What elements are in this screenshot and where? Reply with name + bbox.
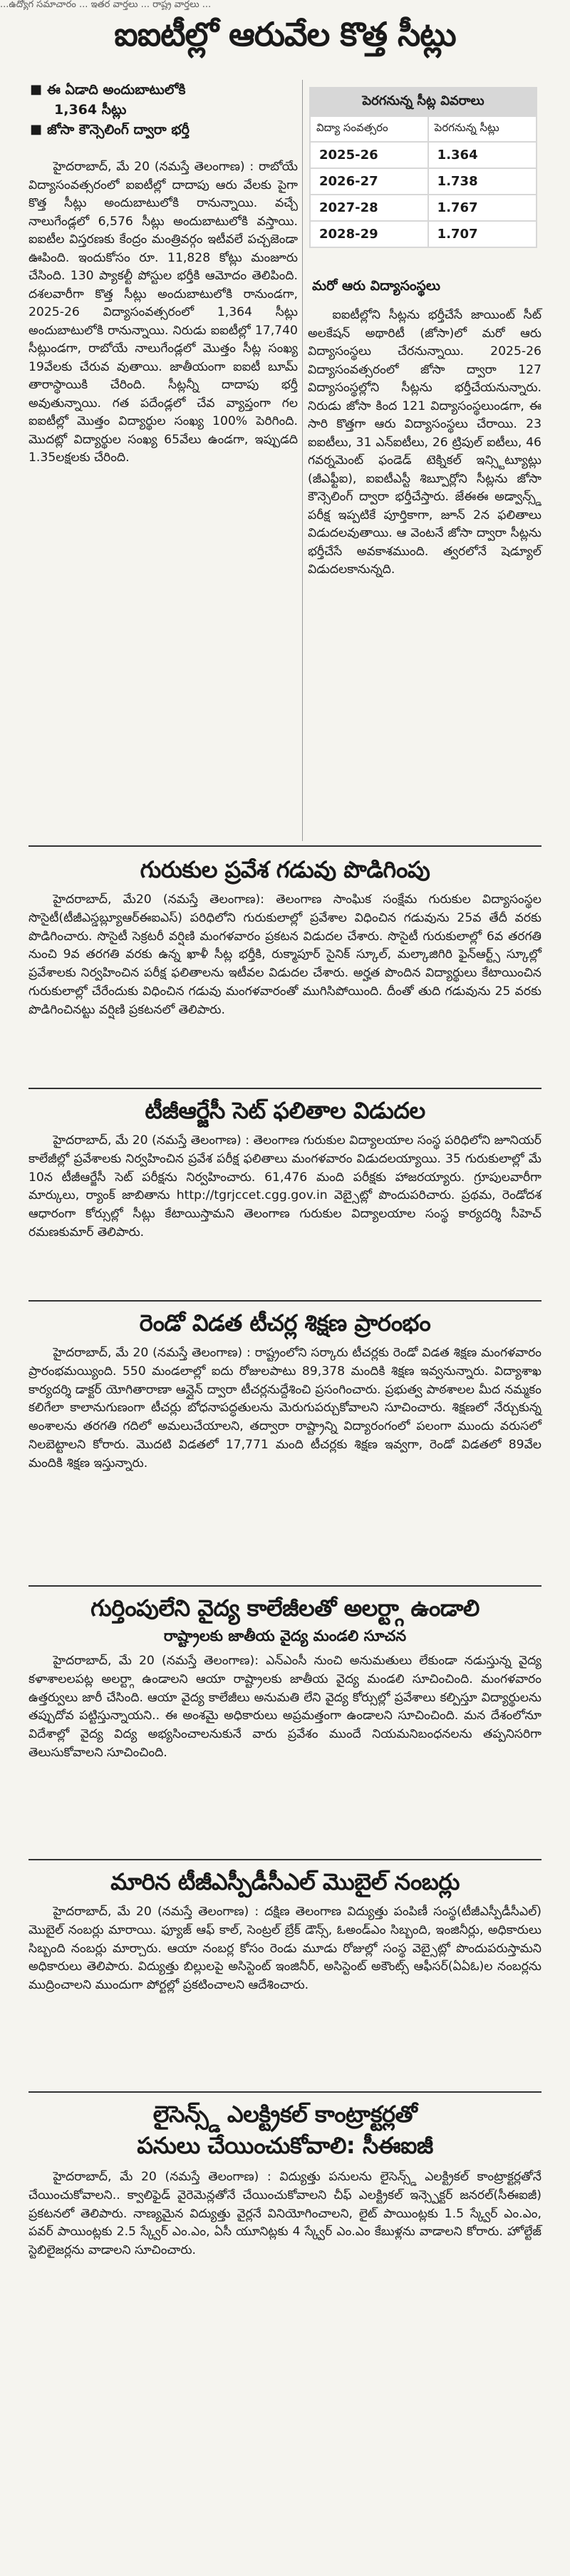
main-headline: ఐఐటీల్లో ఆరువేల కొత్త సీట్లు xyxy=(114,15,456,53)
bullet-seats-line1: ఈ ఏడాది అందుబాటులోకి xyxy=(47,82,186,98)
main-col2-subhead: మరో ఆరు విద్యాసంస్థలు xyxy=(312,278,440,294)
divider xyxy=(28,2091,542,2093)
article-body xyxy=(28,1652,542,1763)
article-headline: రెండో విడత టీచర్ల శిక్షణ ప్రారంభం xyxy=(139,1309,431,1336)
bullet-seats xyxy=(28,80,299,120)
table-row xyxy=(310,142,537,168)
seats-table xyxy=(309,87,537,248)
table-cell-year: 2027-28 xyxy=(310,195,428,221)
article-headline: టీజీఆర్జేసీ సెట్ ఫలితాల విడుదల xyxy=(145,1097,425,1124)
article-text: హైదరాబాద్, మే 20 (నమస్తే తెలంగాణ) : తెలంగాణ గురుకుల విద్యాలయాల సంస్థ పరిధిలోని జూనియర్ కాలేజీల్లో ప్రవేశాలకు నిర్వహించిన ప్రవేశ పరీక్ష ఫలితాలు మంగళవారం విడుదలయ్యాయి. 35 గురుకులాల్లో మే 10న టీజీఆర్జేసీ సెట్ పరీక్షను నిర్వహించారు. 61,476 మంది పరీక్షకు హాజరయ్యారు. గ్రూపులవారీగా మార్కులు, ర్యాంక్ జాబితాను http://tgrjccet.cgg.gov.in వెబ్సైట్లో పొందుపరిచారు. ప్రథమ, రెండోదశ ఆధారంగా కోర్సుల్లో సీట్లు కేటాయిస్తామని తెలంగాణ గురుకుల విద్యాలయాల సంస్థ కార్యదర్శి సీహెచ్ రమణకుమార్ తెలిపారు. xyxy=(28,1133,542,1240)
article-headline-line2: పనులు చేయించుకోవాలి: సీఈఐజీ xyxy=(137,2132,433,2159)
seats-table-caption: పెరగనున్న సీట్ల వివరాలు xyxy=(362,93,484,108)
article-text: హైదరాబాద్, మే 20 (నమస్తే తెలంగాణ) : రాష్ట్రంలోని సర్కారు టీచర్లకు రెండో విడత శిక్షణ మంగళవారం ప్రారంభమయ్యింది. 550 మండలాల్లో ఐదు రోజులపాటు 89,378 మందికి శిక్షణ ఇవ్వనున్నారు. విద్యాశాఖ కార్యదర్శి డాక్టర్ యోగితారాణా ఆన్లైన్ ద్వారా టీచర్లనుద్దేశించి ప్రసంగించారు. ప్రభుత్వ పాఠశాలల మీద నమ్మకం కలిగేలా కాలానుగుణంగా టీచర్లు బోధనాపద్ధతులను మెరుగుపర్చుకోవాలని సూచించారు. శిక్షణలో నేర్చుకున్న అంశాలను తరగతి గదిలో అమలుచేయాలని, తద్వారా రాష్ట్రాన్ని విద్యారంగంలో పలంగా ముందు వరుసలో నిలబెట్టాలని కోరారు. మొదటి విడతలో 17,771 మంది టీచర్లకు శిక్షణ ఇవ్వగా, రెండో విడతలో 89వేల మందికి శిక్షణ ఇస్తున్నారు. xyxy=(28,1346,542,1470)
table-row xyxy=(310,221,537,247)
divider xyxy=(28,1088,542,1089)
divider xyxy=(28,1585,542,1587)
article-body xyxy=(28,1132,542,1242)
main-bullets xyxy=(28,80,299,140)
article-headline: గుర్తింపులేని వైద్య కాలేజీలతో అలర్ట్గా ఉండాలి xyxy=(90,1594,480,1622)
table-row xyxy=(310,195,537,221)
divider xyxy=(28,1859,542,1860)
bullet-josaa: ■ జోసా కౌన్సెలింగ్ ద్వారా భర్తీ xyxy=(28,120,299,140)
article-body xyxy=(28,1903,542,1995)
table-cell-seats: 1.707 xyxy=(428,221,537,247)
article-headline: లైసెన్స్డ్ ఎలక్ట్రికల్ కాంట్రాక్టర్లతో xyxy=(152,2101,418,2128)
article-text: హైదరాబాద్, మే 20 (నమస్తే తెలంగాణ) : దక్షిణ తెలంగాణ విద్యుత్తు పంపిణీ సంస్థ(టీజీఎస్పీడీసీఎల్) మొబైల్ నంబర్లు మారాయి. ఫ్యూజ్ ఆఫ్ కాల్, సెంట్రల్ బ్రేక్ డౌన్స్, ఓఅండ్ఎం సిబ్బంది, ఇంజినీర్లు, అధికారులు సిబ్బంది నంబర్లు మార్చారు. ఆయా నంబర్ల కోసం రెండు మూడు రోజుల్లో సంస్థ వెబ్సైట్లో పొందుపరుస్తామని అధికారులు తెలిపారు. విద్యుత్తు బిల్లులపై అసిస్టెంట్ ఇంజినీర్, అసిస్టెంట్ అకౌంట్స్ ఆఫీసర్(ఏఏఓ)ల నంబర్లను ముద్రించాలని ముందుగా పోర్టల్లో ప్రకటించాలని ఆదేశించారు. xyxy=(28,1905,542,1993)
bullet-seats-line2: 1,364 సీట్లు xyxy=(54,102,127,118)
top-cut-text: ...ఉద్యోగ సమాచారం ... ఇతర వార్తలు ... రాష్ట్ర వార్తలు ... xyxy=(0,0,212,10)
article-headline: మారిన టీజీఎస్పీడీసీఎల్ మొబైల్ నంబర్లు xyxy=(110,1868,460,1895)
article-subheadline: రాష్ట్రాలకు జాతీయ వైద్య మండలి సూచన xyxy=(163,1627,407,1644)
main-col2 xyxy=(308,306,542,579)
column-divider xyxy=(302,80,303,841)
table-cell-seats: 1.738 xyxy=(428,168,537,195)
table-cell-seats: 1.767 xyxy=(428,195,537,221)
table-cell-year: 2026-27 xyxy=(310,168,428,195)
table-cell-seats: 1.364 xyxy=(428,142,537,168)
table-cell-year: 2025-26 xyxy=(310,142,428,168)
main-col1-text: హైదరాబాద్, మే 20 (నమస్తే తెలంగాణ) : రాబోయే విద్యాసంవత్సరంలో ఐఐటీల్లో దాదాపు ఆరు వేలకు పైగా కొత్త సీట్లు అందుబాటులోకి రానున్నాయి. వచ్చే నాలుగేండ్లలో 6,576 సీట్లు అందుబాటులోకి వస్తాయి. ఐఐటీల విస్తరణకు కేంద్రం మంత్రివర్గం ఇటీవలే పచ్చజెండా ఊపింది. ఇందుకోసం రూ. 11,828 కోట్లు మంజూరు చేసింది. 130 ప్యాకల్టీ పోస్టుల భర్తీకి ఆమోదం తెలిపింది. దశలవారీగా కొత్త సీట్లు అందుబాటులోకి రానుండగా, 2025-26 విద్యాసంవత్సరంలో 1,364 సీట్లు అందుబాటులోకి రానున్నాయి. నిరుడు ఐఐటీల్లో 17,740 సీట్లుండగా, రాబోయే నాలుగేండ్లలో మొత్తం సీట్ల సంఖ్య 19వేలకు చేరువ వుతాయి. జాతీయంగా ఐఐటీ బూమ్ తారాస్థాయికి చేరింది. సీట్లన్నీ దాదాపు భర్తీ అవుతున్నాయి. గత పదేండ్లలో చేవ వ్యాప్తంగా గల ఐఐటీల్లో మొత్తం విద్యార్థుల సంఖ్య 100% పెరిగింది. మొదట్లో విద్యార్థుల సంఖ్య 65వేలు ఉండగా, ఇప్పుడది 1.35లక్షలకు చేరింది. xyxy=(28,160,298,465)
article-body xyxy=(28,891,542,1020)
seats-table-header-seats: పెరగనున్న సీట్లు xyxy=(428,116,537,142)
article-body xyxy=(28,2168,542,2260)
divider xyxy=(28,1300,542,1302)
article-text: హైదరాబాద్, మే 20 (నమస్తే తెలంగాణ) : విద్యుత్తు పనులను లైసెన్స్డ్ ఎలక్ట్రికల్ కాంట్రాక్టర్లతోనే చేయించుకోవాలని.. క్వాలిఫైడ్ వైరెమెన్లతోనే చేయించుకోవాలని చీఫ్ ఎలక్ట్రికల్ ఇన్స్పెక్టర్ జనరల్(సీఈఐజీ) ప్రకటనలో తెలిపారు. నాణ్యమైన విద్యుత్తు వైర్లనే వినియోగించాలని, లైట్ పాయింట్లకు 1.5 స్క్వేర్ ఎం.ఎం, పవర్ పాయింట్లకు 2.5 స్క్వేర్ ఎం.ఎం, ఏసీ యూనిట్లకు 4 స్క్వేర్ ఎం.ఎం కేబుళ్లను వాడాలని కోరారు. హోల్టేజ్ స్టెబిలైజర్లను వాడాలని సూచించారు. xyxy=(28,2170,542,2258)
article-body xyxy=(28,1344,542,1473)
main-col2-text: ఐఐటీల్లోని సీట్లను భర్తీచేసే జాయింట్ సీట్ అలకేషన్ అథారిటీ (జోసా)లో మరో ఆరు విద్యాసంస్థలు చేరనున్నాయి. 2025-26 విద్యాసంవత్సరంలో జోసా ద్వారా 127 విద్యాసంస్థల్లోని సీట్లను భర్తీచేయనున్నారు. నిరుడు జోసా కింద 121 విద్యాసంస్థలుండగా, ఈ సారి కొత్తగా ఆరు విద్యాసంస్థలు చేరాయి. 23 ఐఐటీలు, 31 ఎన్ఐటీలు, 26 ట్రిపుల్ ఐటీలు, 46 గవర్నమెంట్ ఫండెడ్ టెక్నికల్ ఇన్స్టిట్యూట్లు (జీఎఫ్టీఐ), ఐఐటీఎస్టీ శిబ్పూర్లోని సీట్లను జోసా కౌన్సెలింగ్ ద్వారా భర్తీచేస్తారు. జేఈఈ అడ్వాన్స్డ్ పరీక్ష ఇప్పటికే పూర్తికాగా, జూన్ 2న ఫలితాలు విడుదలవుతాయి. ఆ వెంటనే జోసా ద్వారా సీట్లను భర్తీచేసే అవకాశముంది. త్వరలోనే షెడ్యూల్ విడుదలకానున్నది. xyxy=(308,308,542,577)
table-row xyxy=(310,168,537,195)
article-text: హైదరాబాద్, మే 20 (నమస్తే తెలంగాణ): ఎన్ఎంసీ నుంచి అనుమతులు లేకుండా నడుస్తున్న వైద్య కళాశాలలపట్ల అలర్ట్గా ఉండాలని ఆయా రాష్ట్రాలకు జాతీయ వైద్య మండలి సూచించింది. మంగళవారం ఉత్తర్వులు జారీ చేసింది. ఆయా వైద్య కాలేజీలు అనుమతి లేని వైద్య కోర్సుల్లో ప్రవేశాలు కల్పిస్తూ విద్యార్థులను తప్పుదోవ పట్టిస్తున్నాయని.. ఈ అంశమై అధికారులు అప్రమత్తంగా ఉండాలని సూచించింది. మన దేశంలోనూ విదేశాల్లో వైద్య విద్య అభ్యసించాలనుకునే వారు ప్రవేశం ముందే నియమనిబంధనలను తప్పనిసరిగా తెలుసుకోవాలని సూచించింది. xyxy=(28,1654,542,1760)
seats-table-header-year: విద్యా సంవత్సరం xyxy=(310,116,428,142)
table-cell-year: 2028-29 xyxy=(310,221,428,247)
article-headline: గురుకుల ప్రవేశ గడువు పొడిగింపు xyxy=(140,856,430,883)
article-text: హైదరాబాద్, మే20 (నమస్తే తెలంగాణ): తెలంగాణ సాంఘిక సంక్షేమ గురుకుల విద్యాసంస్థల సొసైటీ(టీజీఎస్డబ్ల్యూఆర్ఈఐఎస్) పరిధిలోని గురుకులాల్లో ప్రవేశాల విధించిన గడువును 25వ తేదీ వరకు పొడిగించారు. సొసైటీ సెక్రటరీ వర్షిణి మంగళవారం ప్రకటన విడుదల చేశారు. సొసైటీ గురుకులాల్లో 6వ తరగతి నుంచి 9వ తరగతి వరకు ఉన్న ఖాళీ సీట్ల భర్తీకి, రుక్మాపూర్ సైనిక్ స్కూల్, మల్కాజిగిరి ఫైన్ఆర్ట్స్ స్కూల్లో ప్రవేశాలకు నిర్వహించిన పరీక్ష ఫలితాలను ఇటీవల విడుదల చేశారు. అర్హత పొందిన విద్యార్థులు కేటాయించిన గురుకులాల్లో చేరేందుకు విధించిన గడువు మంగళవారంతో ముగిసిపోయింది. దీంతో తుది గడువును 25 వరకు పొడిగించినట్టు వర్షిణి ప్రకటనలో తెలిపారు. xyxy=(28,892,542,1017)
main-col1 xyxy=(28,158,298,468)
divider xyxy=(28,845,542,847)
